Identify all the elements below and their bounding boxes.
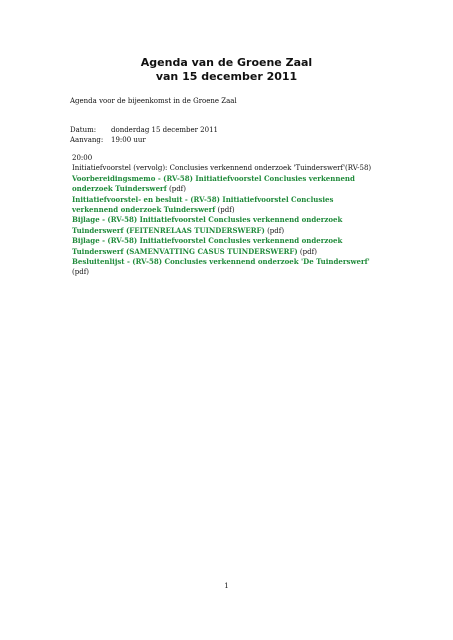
attachment-type: (pdf) — [168, 185, 186, 194]
date-row — [70, 125, 218, 135]
page-number: 1 — [224, 582, 229, 590]
attachment-item — [72, 195, 380, 216]
date-label: Datum: — [70, 126, 97, 134]
document-subtitle: van 15 december 2011 — [155, 70, 298, 83]
attachment-type: (pdf) — [299, 247, 317, 256]
start-value: 19:00 uur — [111, 136, 146, 144]
attachment-link[interactable]: Bijlage - (RV-58) Initiatiefvoorstel Conclusies verkennend onderzoek Tuinderswerf (FEITENRELAAS TUINDERSWERF) — [72, 215, 343, 235]
attachment-type: (pdf) — [217, 206, 235, 215]
attachment-link[interactable]: Initiatiefvoorstel- en besluit - (RV-58) Initiatiefvoorstel Conclusies verkennend onderzoek Tuinderswerf — [72, 194, 334, 215]
agenda-time: 20:00 — [72, 154, 93, 162]
attachment-link[interactable]: Besluitenlijst - (RV-58) Conclusies verkennend onderzoek 'De Tuinderswerf' — [72, 257, 370, 267]
attachment-item — [72, 215, 380, 236]
agenda-topic: Initiatiefvoorstel (vervolg): Conclusies verkennend onderzoek 'Tuinderswerf'(RV-58) — [72, 164, 372, 173]
start-row — [70, 135, 146, 145]
attachment-item — [72, 236, 380, 257]
intro-text: Agenda voor de bijeenkomst in de Groene Zaal — [70, 97, 237, 105]
start-label: Aanvang: — [70, 136, 104, 144]
attachment-item — [72, 174, 380, 195]
attachment-item — [72, 257, 380, 278]
document-title: Agenda van de Groene Zaal — [140, 56, 313, 69]
agenda-block — [72, 153, 380, 278]
attachment-type: (pdf) — [72, 268, 90, 277]
attachment-link[interactable]: Bijlage - (RV-58) Initiatiefvoorstel Conclusies verkennend onderzoek Tuinderswerf (SAMENVATTING CASUS TUINDERSWERF) — [72, 236, 343, 256]
attachment-link[interactable]: Voorbereidingsmemo - (RV-58) Initiatiefvoorstel Conclusies verkennend onderzoek Tuinderswerf — [72, 173, 355, 194]
attachment-type: (pdf) — [267, 226, 285, 235]
date-value: donderdag 15 december 2011 — [111, 126, 218, 134]
